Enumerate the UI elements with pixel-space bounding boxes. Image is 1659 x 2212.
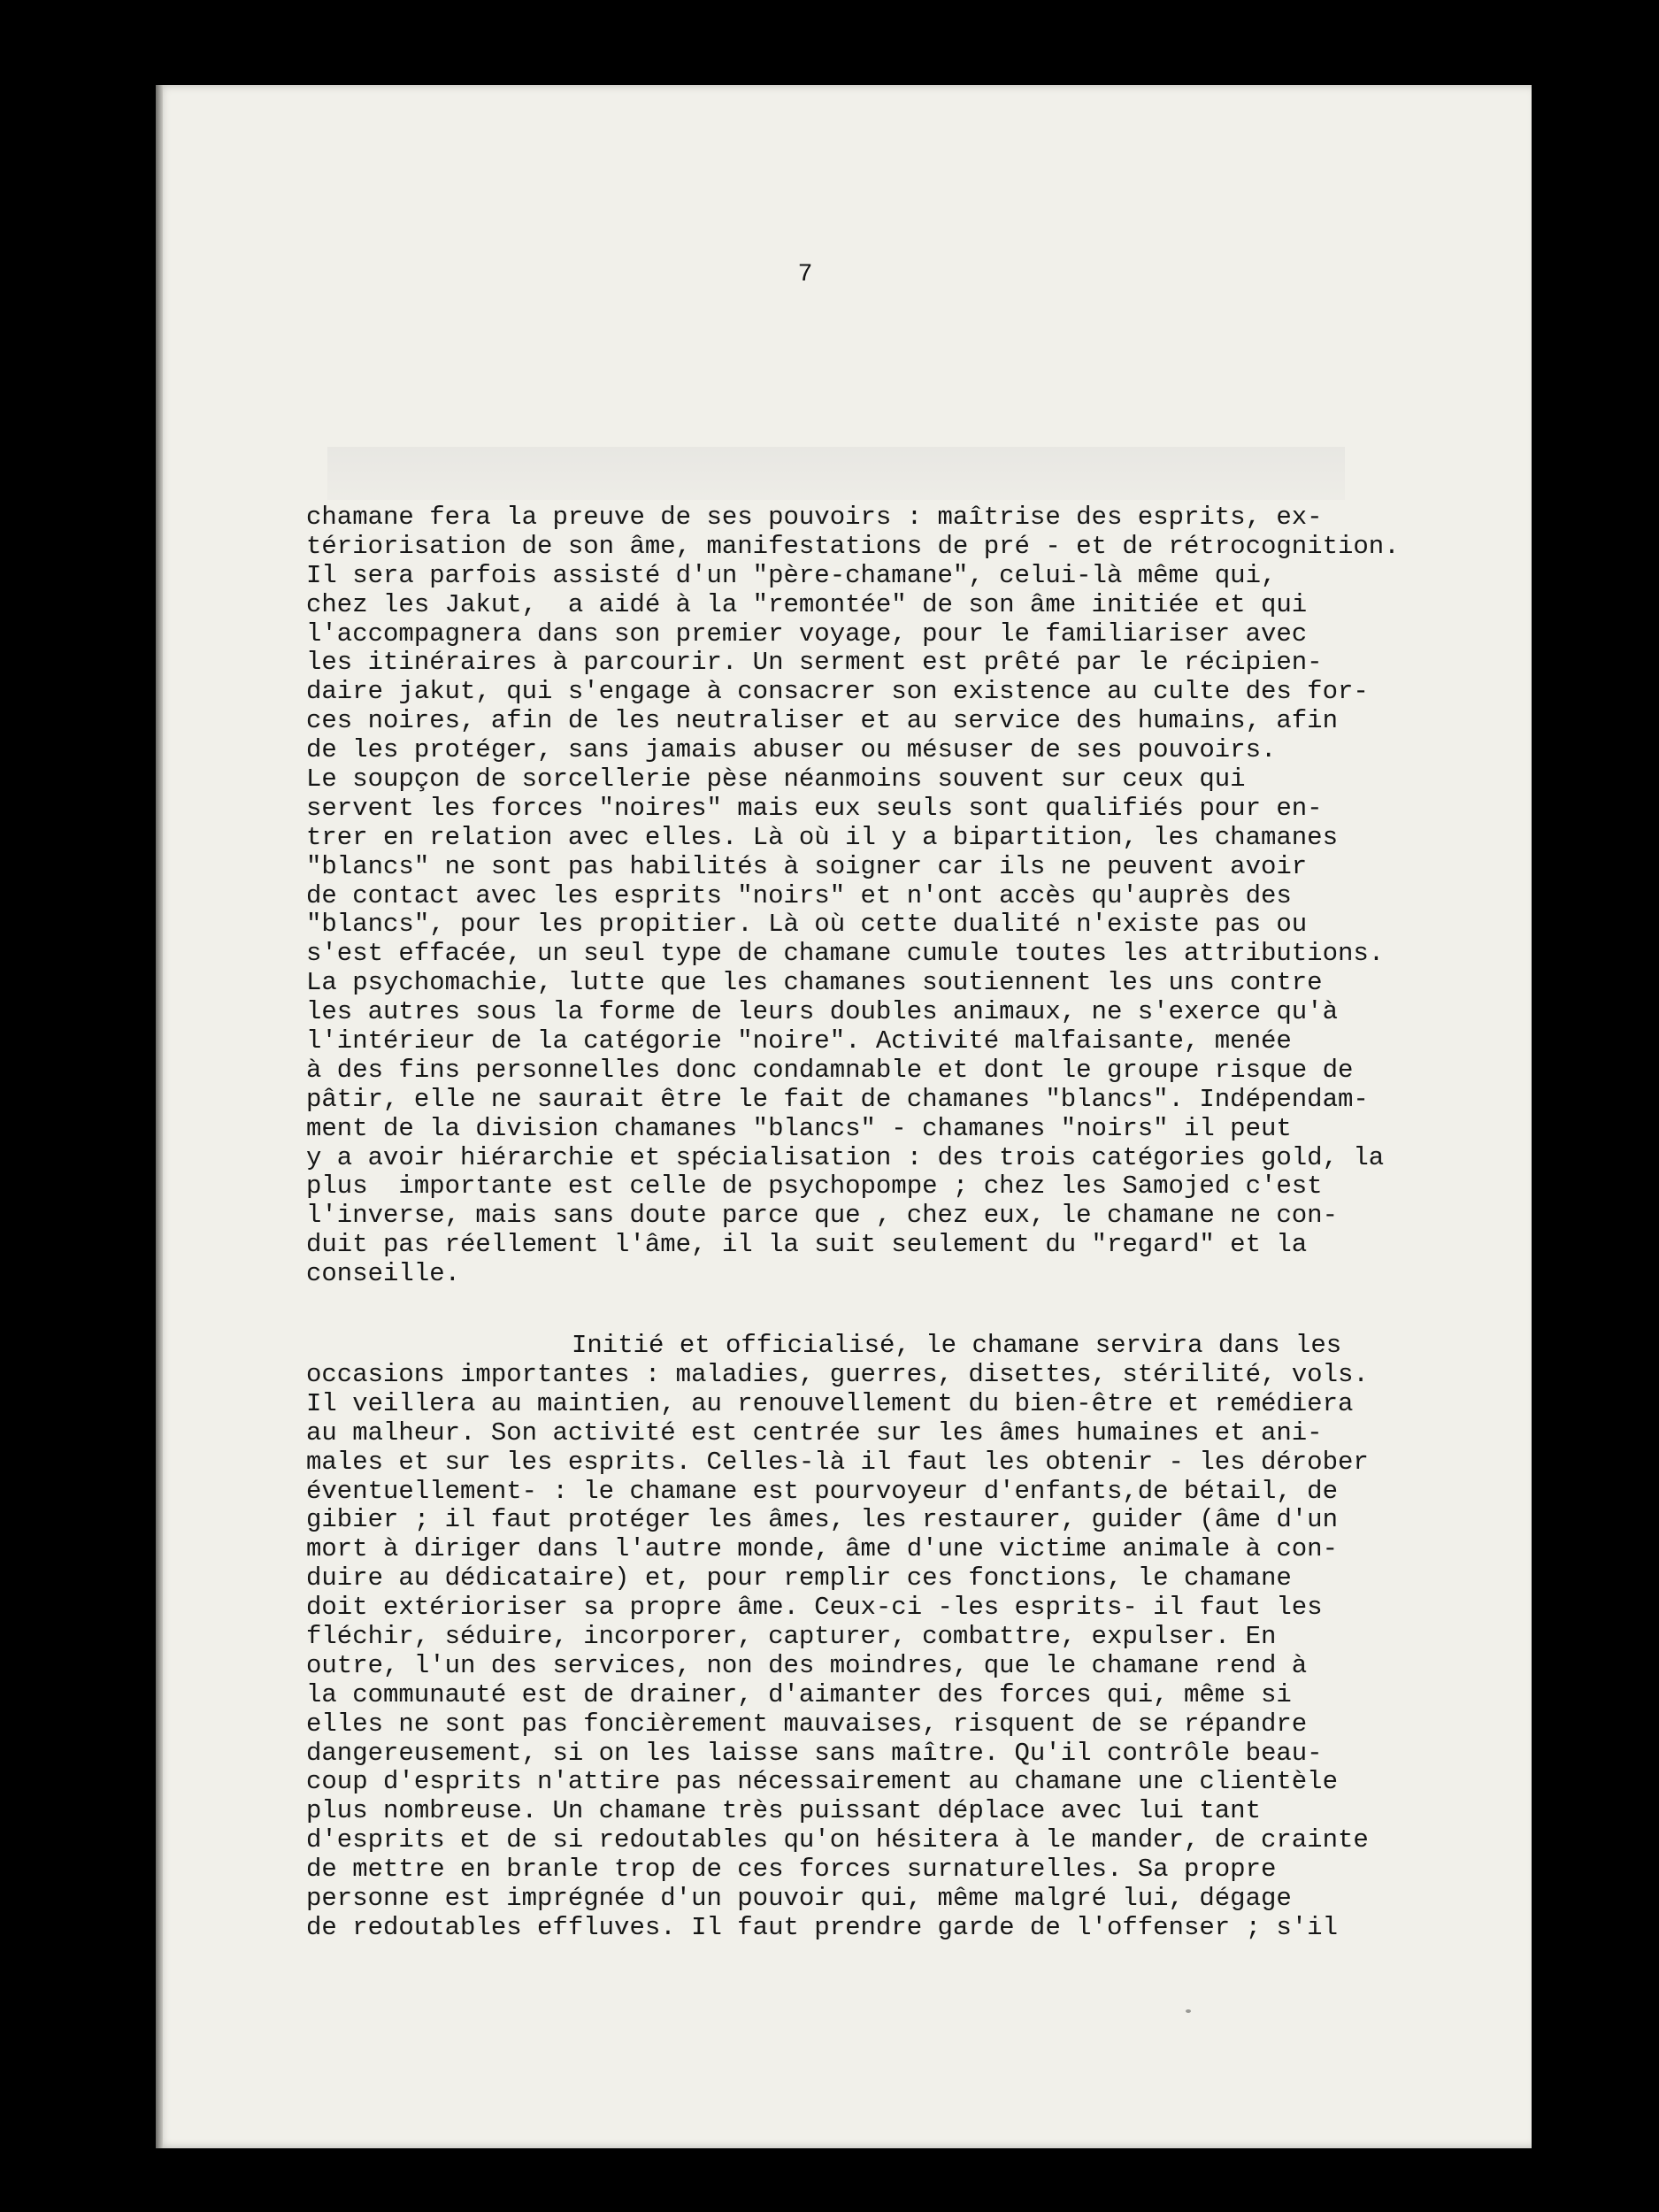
text-line: l'intérieur de la catégorie "noire". Activité malfaisante, menée [306, 1026, 1292, 1056]
dust-speck [1186, 2009, 1191, 2013]
text-line: gibier ; il faut protéger les âmes, les restaurer, guider (âme d'un [306, 1505, 1338, 1535]
text-line: mort à diriger dans l'autre monde, âme d'une victime animale à con- [306, 1534, 1338, 1564]
text-line: occasions importantes : maladies, guerres, disettes, stérilité, vols. [306, 1359, 1369, 1389]
text-line: au malheur. Son activité est centrée sur les âmes humaines et ani- [306, 1417, 1323, 1448]
page-number: 7 [797, 261, 813, 288]
text-line: plus nombreuse. Un chamane très puissant déplace avec lui tant [306, 1796, 1261, 1826]
text-line: tériorisation de son âme, manifestations de pré - et de rétrocognition. [306, 531, 1400, 561]
text-line: les itinéraires à parcourir. Un serment est prêté par le récipien- [306, 648, 1323, 678]
paragraph-2 [306, 1331, 1369, 1943]
text-line: Le soupçon de sorcellerie pèse néanmoins souvent sur ceux qui [306, 764, 1246, 795]
text-line: ces noires, afin de les neutraliser et au service des humains, afin [306, 706, 1338, 736]
text-line: doit extérioriser sa propre âme. Ceux-ci -les esprits- il faut les [306, 1593, 1323, 1623]
text-line: de mettre en branle trop de ces forces surnaturelles. Sa propre [306, 1855, 1277, 1885]
text-line: ment de la division chamanes "blancs" - chamanes "noirs" il peut [306, 1113, 1292, 1143]
text-line: duit pas réellement l'âme, il la suit seulement du "regard" et la [306, 1230, 1308, 1260]
paragraph-1 [306, 503, 1400, 1289]
text-line: s'est effacée, un seul type de chamane cumule toutes les attributions. [306, 939, 1385, 969]
text-line: la communauté est de drainer, d'aimanter des forces qui, même si [306, 1679, 1292, 1709]
text-line: males et sur les esprits. Celles-là il faut les obtenir - les dérober [306, 1447, 1369, 1477]
text-line: duire au dédicataire) et, pour remplir ces fonctions, le chamane [306, 1563, 1292, 1594]
text-line: éventuellement- : le chamane est pourvoyeur d'enfants,de bétail, de [306, 1476, 1338, 1506]
text-line: l'accompagnera dans son premier voyage, pour le familiariser avec [306, 618, 1308, 649]
page-binding-edge [156, 85, 163, 2148]
text-line: plus importante est celle de psychopompe ; chez les Samojed c'est [306, 1171, 1323, 1202]
text-line: trer en relation avec elles. Là où il y a bipartition, les chamanes [306, 822, 1338, 852]
text-line: "blancs", pour les propitier. Là où cette dualité n'existe pas ou [306, 910, 1308, 940]
text-line: chez les Jakut, a aidé à la "remontée" de son âme initiée et qui [306, 589, 1308, 619]
text-line: servent les forces "noires" mais eux seuls sont qualifiés pour en- [306, 793, 1323, 823]
text-line: dangereusement, si on les laisse sans maître. Qu'il contrôle beau- [306, 1738, 1323, 1768]
text-line: les autres sous la forme de leurs doubles animaux, ne s'exerce qu'à [306, 997, 1338, 1027]
text-line: outre, l'un des services, non des moindres, que le chamane rend à [306, 1650, 1308, 1680]
text-line: "blancs" ne sont pas habilités à soigner car ils ne peuvent avoir [306, 851, 1308, 881]
text-line: elles ne sont pas foncièrement mauvaises, risquent de se répandre [306, 1709, 1308, 1739]
text-line: personne est imprégnée d'un pouvoir qui, même malgré lui, dégage [306, 1883, 1292, 1913]
paragraph-gap [306, 1289, 1359, 1332]
text-line: La psychomachie, lutte que les chamanes soutiennent les uns contre [306, 968, 1323, 998]
text-line: daire jakut, qui s'engage à consacrer son existence au culte des for- [306, 677, 1369, 707]
text-line: l'inverse, mais sans doute parce que , chez eux, le chamane ne con- [306, 1201, 1338, 1231]
text-line: à des fins personnelles donc condamnable et dont le groupe risque de [306, 1055, 1354, 1085]
text-line: de contact avec les esprits "noirs" et n'ont accès qu'auprès des [306, 880, 1292, 910]
text-line: coup d'esprits n'attire pas nécessairement au chamane une clientèle [306, 1767, 1338, 1797]
text-line: Il veillera au maintien, au renouvellement du bien-être et remédiera [306, 1388, 1354, 1418]
text-line: chamane fera la preuve de ses pouvoirs : maîtrise des esprits, ex- [306, 503, 1323, 532]
show-through-shadow [327, 447, 1345, 500]
text-line: conseille. [306, 1259, 461, 1289]
text-line: de les protéger, sans jamais abuser ou mésuser de ses pouvoirs. [306, 735, 1277, 765]
body-text [306, 503, 1400, 1943]
text-line: pâtir, elle ne saurait être le fait de chamanes "blancs". Indépendam- [306, 1084, 1369, 1114]
text-line: de redoutables effluves. Il faut prendre garde de l'offenser ; s'il [306, 1912, 1338, 1942]
text-line: Il sera parfois assisté d'un "père-chamane", celui-là même qui, [306, 560, 1277, 590]
text-line: Initié et officialisé, le chamane servira dans les [572, 1331, 1342, 1361]
text-line: fléchir, séduire, incorporer, capturer, combattre, expulser. En [306, 1621, 1277, 1651]
text-line: d'esprits et de si redoutables qu'on hésitera à le mander, de crainte [306, 1825, 1369, 1855]
text-line: y a avoir hiérarchie et spécialisation : des trois catégories gold, la [306, 1142, 1385, 1172]
